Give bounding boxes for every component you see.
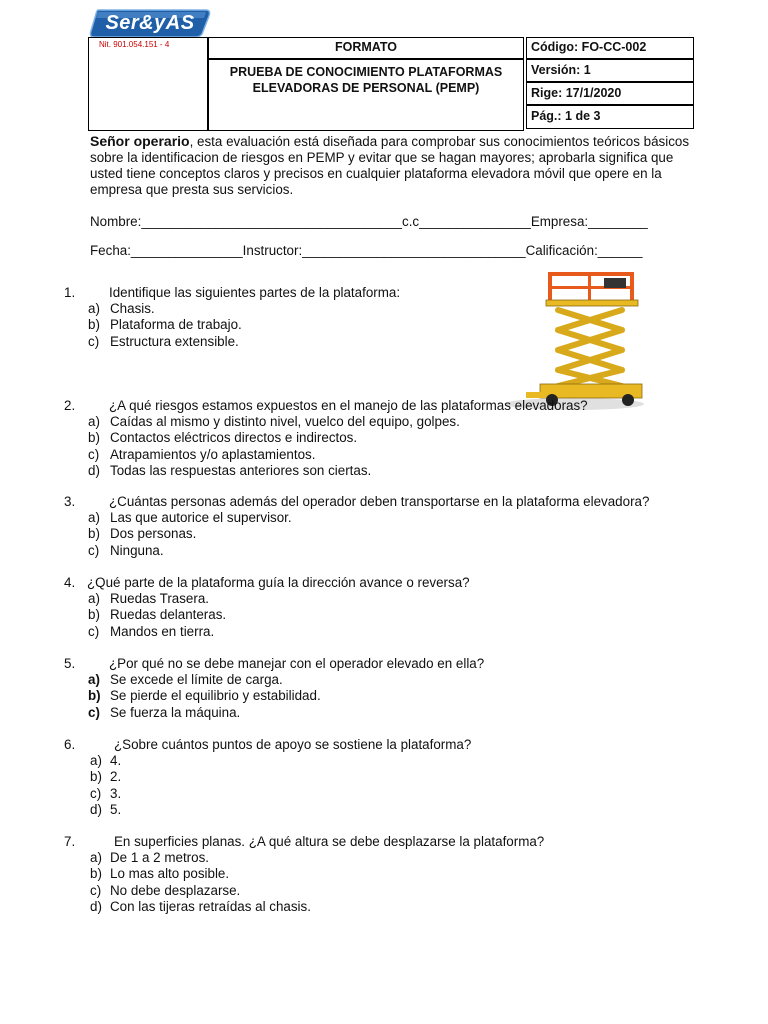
- answer-option-text[interactable]: Chasis.: [110, 301, 155, 317]
- form-field-row-name[interactable]: Nombre:___________________________________c.c_______________Empresa:________: [90, 214, 648, 229]
- answer-option-letter[interactable]: d): [90, 898, 102, 914]
- answer-option-letter[interactable]: a): [90, 850, 102, 866]
- question-text: ¿Cuántas personas además del operador deben transportarse en la plataforma elevadora?: [109, 494, 650, 509]
- answer-option-letter[interactable]: c): [88, 704, 100, 720]
- answer-option-letter[interactable]: b): [88, 688, 101, 704]
- answer-option-letter[interactable]: a): [90, 753, 102, 769]
- answer-option-letter[interactable]: c): [88, 446, 100, 462]
- nit-cell: [88, 37, 208, 131]
- question-text: ¿Qué parte de la plataforma guía la dirección avance o reversa?: [87, 575, 470, 590]
- form-field-row-date[interactable]: Fecha:_______________Instructor:______________________________Calificación:______: [90, 243, 643, 258]
- answer-option-letter[interactable]: b): [88, 430, 100, 446]
- answer-option-letter[interactable]: d): [88, 462, 100, 478]
- nit-number: Nit. 901.054.151 - 4: [99, 40, 170, 49]
- answer-option-letter[interactable]: b): [88, 607, 100, 623]
- question-text: ¿A qué riesgos estamos expuestos en el manejo de las plataformas elevadoras?: [109, 398, 588, 413]
- answer-option-text[interactable]: Lo mas alto posible.: [110, 866, 230, 882]
- answer-option-text[interactable]: Atrapamientos y/o aplastamientos.: [110, 446, 316, 462]
- answer-option-text[interactable]: 3.: [110, 785, 122, 801]
- document-title-line1: PRUEBA DE CONOCIMIENTO PLATAFORMAS: [229, 65, 503, 79]
- answer-option-text[interactable]: Dos personas.: [110, 526, 197, 542]
- question-number: 5.: [64, 656, 76, 671]
- intro-lead: Señor operario: [90, 133, 190, 149]
- answer-option-text[interactable]: Ruedas Trasera.: [110, 591, 209, 607]
- intro-paragraph: [90, 133, 690, 198]
- answer-option-text[interactable]: 4.: [110, 753, 122, 769]
- answer-option-text[interactable]: Se fuerza la máquina.: [110, 704, 241, 720]
- answer-option-text[interactable]: Con las tijeras retraídas al chasis.: [110, 898, 311, 914]
- answer-option-text[interactable]: No debe desplazarse.: [110, 882, 241, 898]
- answer-option-letter[interactable]: c): [88, 333, 100, 349]
- question-number: 6.: [64, 737, 76, 752]
- version-cell: Versión: 1: [526, 59, 694, 82]
- question-text: En superficies planas. ¿A qué altura se debe desplazarse la plataforma?: [114, 834, 545, 849]
- logo-text: Ser&yAS: [105, 12, 195, 34]
- question-text: ¿Por qué no se debe manejar con el operador elevado en ella?: [109, 656, 485, 671]
- code-cell: Código: FO-CC-002: [526, 37, 694, 59]
- page-number-cell: Pág.: 1 de 3: [526, 105, 694, 129]
- answer-option-letter[interactable]: a): [88, 301, 100, 317]
- answer-option-text[interactable]: Caídas al mismo y distinto nivel, vuelco del equipo, golpes.: [110, 414, 460, 430]
- answer-option-text[interactable]: Mandos en tierra.: [110, 623, 215, 639]
- answer-option-text[interactable]: Se excede el límite de carga.: [110, 672, 283, 688]
- answer-option-text[interactable]: Ruedas delanteras.: [110, 607, 227, 623]
- answer-option-text[interactable]: De 1 a 2 metros.: [110, 850, 209, 866]
- question-text: Identifique las siguientes partes de la plataforma:: [109, 285, 401, 300]
- answer-option-text[interactable]: Las que autorice el supervisor.: [110, 510, 292, 526]
- intro-text: , esta evaluación está diseñada para comprobar sus conocimientos teóricos básicos sobre la identificacion de riesgos en PEMP y evitar que se hagan mayores; aprobarla significa que usted tiene conceptos claros y precisos en cualquier plataforma elevadora móvil que opere en la empresa que presta sus servicios.: [90, 134, 690, 197]
- answer-option-text[interactable]: Todas las respuestas anteriores son ciertas.: [110, 462, 372, 478]
- answer-option-text[interactable]: Se pierde el equilibrio y estabilidad.: [110, 688, 321, 704]
- answer-option-letter[interactable]: b): [88, 317, 100, 333]
- answer-option-letter[interactable]: a): [88, 672, 100, 688]
- answer-option-text[interactable]: 5.: [110, 801, 122, 817]
- answer-option-letter[interactable]: a): [88, 591, 100, 607]
- question-number: 7.: [64, 834, 76, 849]
- answer-option-text[interactable]: 2.: [110, 769, 122, 785]
- question-number: 3.: [64, 494, 76, 509]
- answer-option-letter[interactable]: c): [88, 623, 100, 639]
- answer-option-letter[interactable]: a): [88, 510, 100, 526]
- answer-option-text[interactable]: Estructura extensible.: [110, 333, 239, 349]
- answer-option-letter[interactable]: a): [88, 414, 100, 430]
- document-title-line2: ELEVADORAS DE PERSONAL (PEMP): [252, 81, 480, 95]
- question-text: ¿Sobre cuántos puntos de apoyo se sostiene la plataforma?: [114, 737, 472, 752]
- answer-option-letter[interactable]: c): [90, 882, 102, 898]
- document-title: [208, 59, 524, 131]
- answer-option-letter[interactable]: c): [88, 542, 100, 558]
- answer-option-text[interactable]: Plataforma de trabajo.: [110, 317, 242, 333]
- question-number: 1.: [64, 285, 76, 300]
- answer-option-text[interactable]: Ninguna.: [110, 542, 164, 558]
- answer-option-letter[interactable]: b): [88, 526, 100, 542]
- format-label: FORMATO: [208, 37, 524, 59]
- company-logo: [88, 8, 212, 38]
- answer-option-letter[interactable]: d): [90, 801, 102, 817]
- answer-option-letter[interactable]: b): [90, 866, 102, 882]
- answer-option-letter[interactable]: c): [90, 785, 102, 801]
- question-number: 2.: [64, 398, 76, 413]
- document-header: [88, 37, 694, 131]
- question-number: 4.: [64, 575, 76, 590]
- scissor-lift-image: [496, 268, 644, 414]
- answer-option-text[interactable]: Contactos eléctricos directos e indirectos.: [110, 430, 358, 446]
- effective-date-cell: Rige: 17/1/2020: [526, 82, 694, 105]
- answer-option-letter[interactable]: b): [90, 769, 102, 785]
